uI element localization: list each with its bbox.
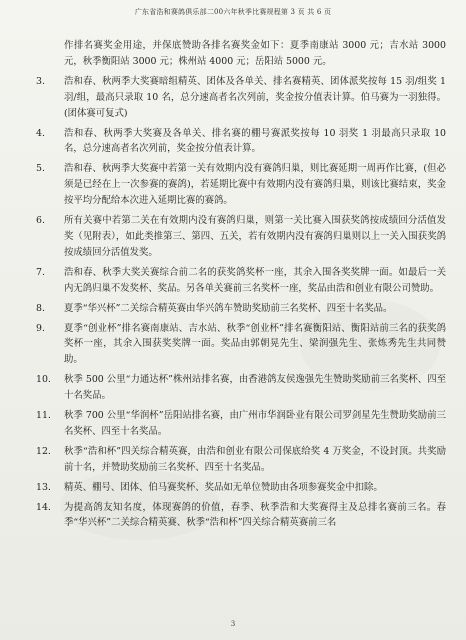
rule-item (36, 213, 446, 261)
rule-item (36, 500, 446, 532)
rule-number: 5. (36, 163, 45, 175)
rule-number: 10. (36, 374, 51, 386)
rule-text: 浩和春、秋两季大奖赛暗组精英、团体及各单关、排名赛精英、团体派奖按每 15 羽/组奖 1 羽/组，最高只录取 10 名，总分速高者名次列前，奖金按分值表计算。伯马赛为一羽独得。(团体赛可复式) (64, 75, 446, 119)
rule-number: 4. (36, 127, 45, 139)
rule-text: 秋季 700 公里“华润杯”岳阳站排名赛，由广州市华润卧业有限公司罗剑星先生赞助奖励前三名奖杯、四至十名奖品。 (64, 410, 446, 437)
rule-text: 为提高鸽友知名度，体现赛鸽的价值，春季、秋季浩和大奖赛得主及总排名赛前三名。春季“华兴杯”二关综合精英赛、秋季“浩和杯”四关综合精英赛前三名 (64, 501, 446, 529)
rule-item (36, 161, 446, 209)
rule-item (36, 372, 446, 404)
rule-text: 夏季“华兴杯”二关综合精英赛由华兴鸽车赞助奖励前三名奖杯、四至十名奖品。 (64, 302, 393, 314)
page-number: 3 (230, 620, 236, 628)
rule-item (36, 301, 446, 317)
rule-number: 13. (36, 481, 51, 493)
rule-number: 11. (36, 410, 51, 422)
rule-item (36, 265, 446, 297)
rule-number: 8. (36, 302, 45, 314)
rule-item (36, 480, 446, 496)
rule-text: 秋季“浩和杯”四关综合精英赛，由浩和创业有限公司保底给奖 4 万奖金，不设封顶。共奖励前十名，并赞助奖励前三名奖杯、四至十名奖品。 (64, 445, 446, 473)
rule-text: 夏季“创业杯”排名赛南康站、吉水站、秋季“创业杯”排名赛衡阳站、衡阳站前三名的获奖鸽奖杯一座，其余入围获奖奖牌一面。奖品由郭朝晃先生、梁润强先生、张炼秀先生共同赞助。 (64, 322, 446, 366)
rule-list (36, 74, 446, 532)
continuation-paragraph (36, 38, 446, 70)
page-header: 广东省浩和赛鸽俱乐部二00六年秋季比赛规程第 3 页 共 6 页 (134, 8, 332, 16)
rule-number: 6. (36, 215, 45, 227)
rule-text: 浩和春、秋两季大奖赛中若第一关有效期内没有赛鸽归巢，则比赛延期一周再作比赛，(但必须是已经在上一次参赛的赛鸽)，若延期比赛中有效期内没有赛鸽归巢，则该比赛结束，奖金按平均分配给本次进入延期比赛的赛鸽。 (64, 163, 446, 207)
rule-text: 精英、棚号、团体、伯马赛奖杯、奖品如无单位赞助由各项参赛奖金中扣除。 (64, 481, 383, 493)
paragraph-text: 作排名赛奖金用途，并保底赞助各排名赛奖金如下：夏季南康站 3000 元；吉水站 3000 元，秋季衡阳站 3000 元；株州站 4000 元；岳阳站 5000 元。 (64, 40, 446, 67)
rule-number: 3. (36, 75, 45, 87)
rule-item (36, 126, 446, 158)
document-body (36, 38, 446, 535)
rule-number: 7. (36, 266, 45, 278)
rule-item (36, 444, 446, 476)
rule-text: 浩和春、秋季大奖关赛综合前二名的获奖鸽奖杯一座，其余入围各奖奖牌一面。如最后一关内无鸽归巢不发奖杯、奖品。另各单关赛前三名奖杯一座，奖品由浩和创业有限公司赞助。 (64, 266, 446, 294)
rule-number: 9. (36, 322, 45, 334)
rule-item (36, 74, 446, 122)
rule-text: 浩和春、秋两季大奖赛及各单关、排名赛的棚号赛派奖按每 10 羽奖 1 羽最高只录取 10 名，总分速高者名次列前，奖金按分值表计算。 (64, 127, 446, 155)
rule-text: 秋季 500 公里“力通达杯”株州站排名赛，由香港鸽友侯逸强先生赞助奖励前三名奖杯、四至十名奖品。 (64, 374, 446, 402)
rule-number: 14. (36, 501, 51, 513)
rule-number: 12. (36, 445, 51, 457)
rule-text: 所有关赛中若第二关在有效期内没有赛鸽归巢，则第一关比赛入围获奖鸽按成绩回分活值发奖（见附表），如此类推第三、第四、五关，若有效期内没有赛鸽归巢则以上一关入围获奖鸽按成绩回分活值发奖。 (64, 215, 446, 258)
rule-item (36, 321, 446, 369)
rule-item (36, 408, 446, 440)
